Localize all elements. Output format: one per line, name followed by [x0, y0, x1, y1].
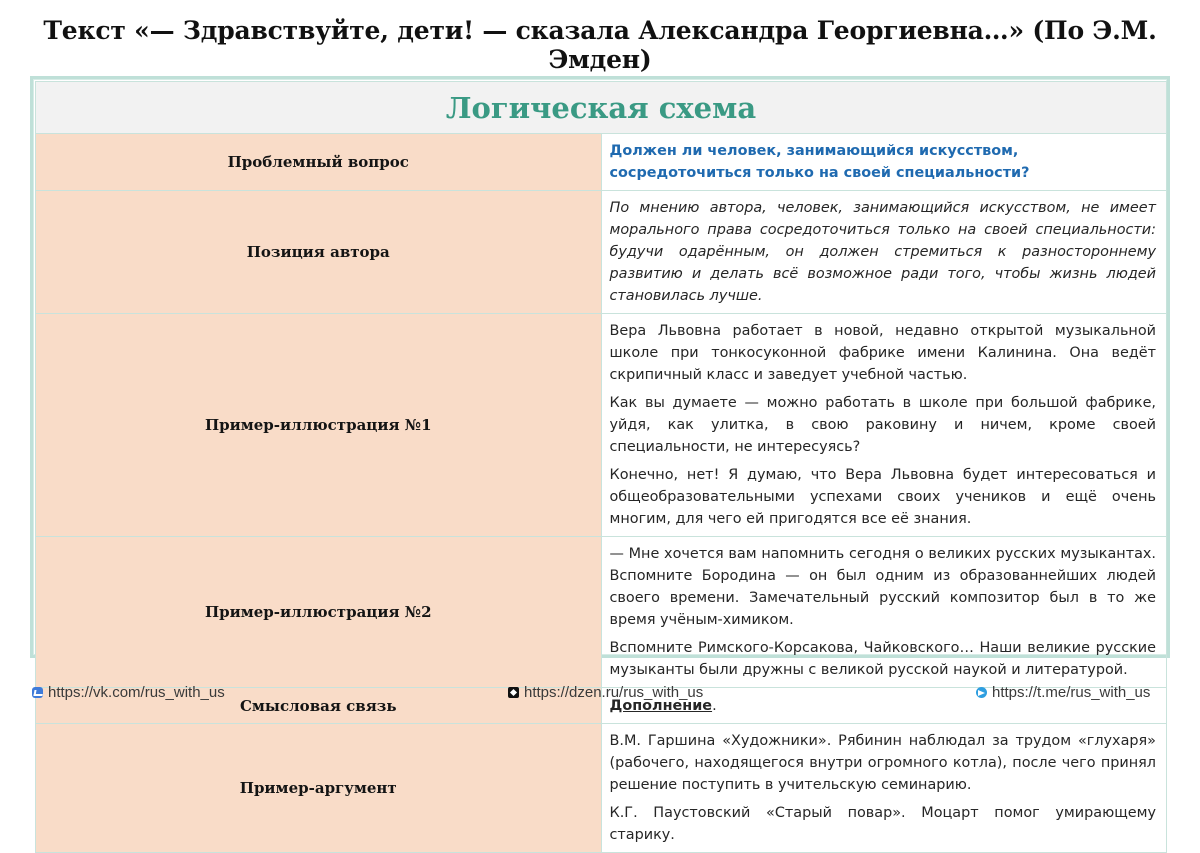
connection-suffix: . — [712, 697, 717, 714]
connection-value: Дополнение — [609, 697, 713, 714]
example1-paragraph: Как вы думаете — можно работать в школе при большой фабрике, уйдя, как улитка, в свою раковину и ничем, кроме своей специальности, не интересуясь? — [609, 395, 1156, 455]
row-example-1 — [36, 314, 1167, 537]
row-author-position — [36, 191, 1167, 314]
footer-dzen[interactable] — [508, 684, 703, 701]
argument-paragraph: В.М. Гаршина «Художники». Рябинин наблюдал за трудом «глухаря» (рабочего, находящегося внутри огромного котла), после чего принял решение поступить в учительскую семинарию. — [609, 733, 1156, 793]
vk-link[interactable]: https://vk.com/rus_with_us — [48, 684, 225, 701]
dzen-icon — [508, 687, 519, 698]
dzen-link[interactable]: https://dzen.ru/rus_with_us — [524, 684, 704, 701]
example1-label: Пример-иллюстрация №1 — [36, 314, 602, 537]
row-example-2 — [36, 537, 1167, 688]
example1-paragraph: Вера Львовна работает в новой, недавно открытой музыкальной школе при тонкосуконной фабрике имени Калинина. Она ведёт скрипичный класс и заведует учебной частью. — [609, 323, 1156, 383]
problem-label: Проблемный вопрос — [36, 134, 602, 191]
footer-telegram[interactable] — [976, 684, 1150, 701]
scheme-heading: Логическая схема — [36, 82, 1167, 134]
footer-vk[interactable] — [32, 684, 225, 701]
argument-paragraph: К.Г. Паустовский «Старый повар». Моцарт помог умирающему старику. — [609, 805, 1156, 843]
telegram-icon — [976, 687, 987, 698]
logic-scheme-table — [35, 81, 1167, 853]
problem-question: Должен ли человек, занимающийся искусством, сосредоточиться только на своей специальности? — [609, 143, 1030, 181]
example2-label: Пример-иллюстрация №2 — [36, 537, 602, 688]
argument-label: Пример-аргумент — [36, 724, 602, 853]
page-title: Текст «— Здравствуйте, дети! — сказала Александра Георгиевна…» (По Э.М. Эмден) — [43, 16, 1157, 74]
example2-paragraph: Вспомните Римского-Корсакова, Чайковского… Наши великие русские музыканты были дружны с великой русской наукой и литературой. — [609, 640, 1156, 678]
row-argument — [36, 724, 1167, 853]
example1-paragraph: Конечно, нет! Я думаю, что Вера Львовна будет интересоваться и общеобразовательными успехами своих учеников и ещё очень многим, для чего ей пригодятся все её знания. — [609, 467, 1156, 527]
row-problem — [36, 134, 1167, 191]
example2-paragraph: — Мне хочется вам напомнить сегодня о великих русских музыкантах. Вспомните Бородина — он был одним из образованнейших людей своего времени. Замечательный русский композитор был в то же время учёным-химиком. — [609, 546, 1156, 628]
vk-icon — [32, 687, 43, 698]
telegram-link[interactable]: https://t.me/rus_with_us — [992, 684, 1151, 701]
connection-label: Смысловая связь — [36, 688, 602, 724]
position-label: Позиция автора — [36, 191, 602, 314]
position-text: По мнению автора, человек, занимающийся искусством, не имеет морального права сосредоточиться только на своей специальности: будучи одарённым, он должен стремиться к разностороннему развитию и делать всё возможное ради того, чтобы жизнь людей становилась лучше. — [609, 200, 1156, 304]
